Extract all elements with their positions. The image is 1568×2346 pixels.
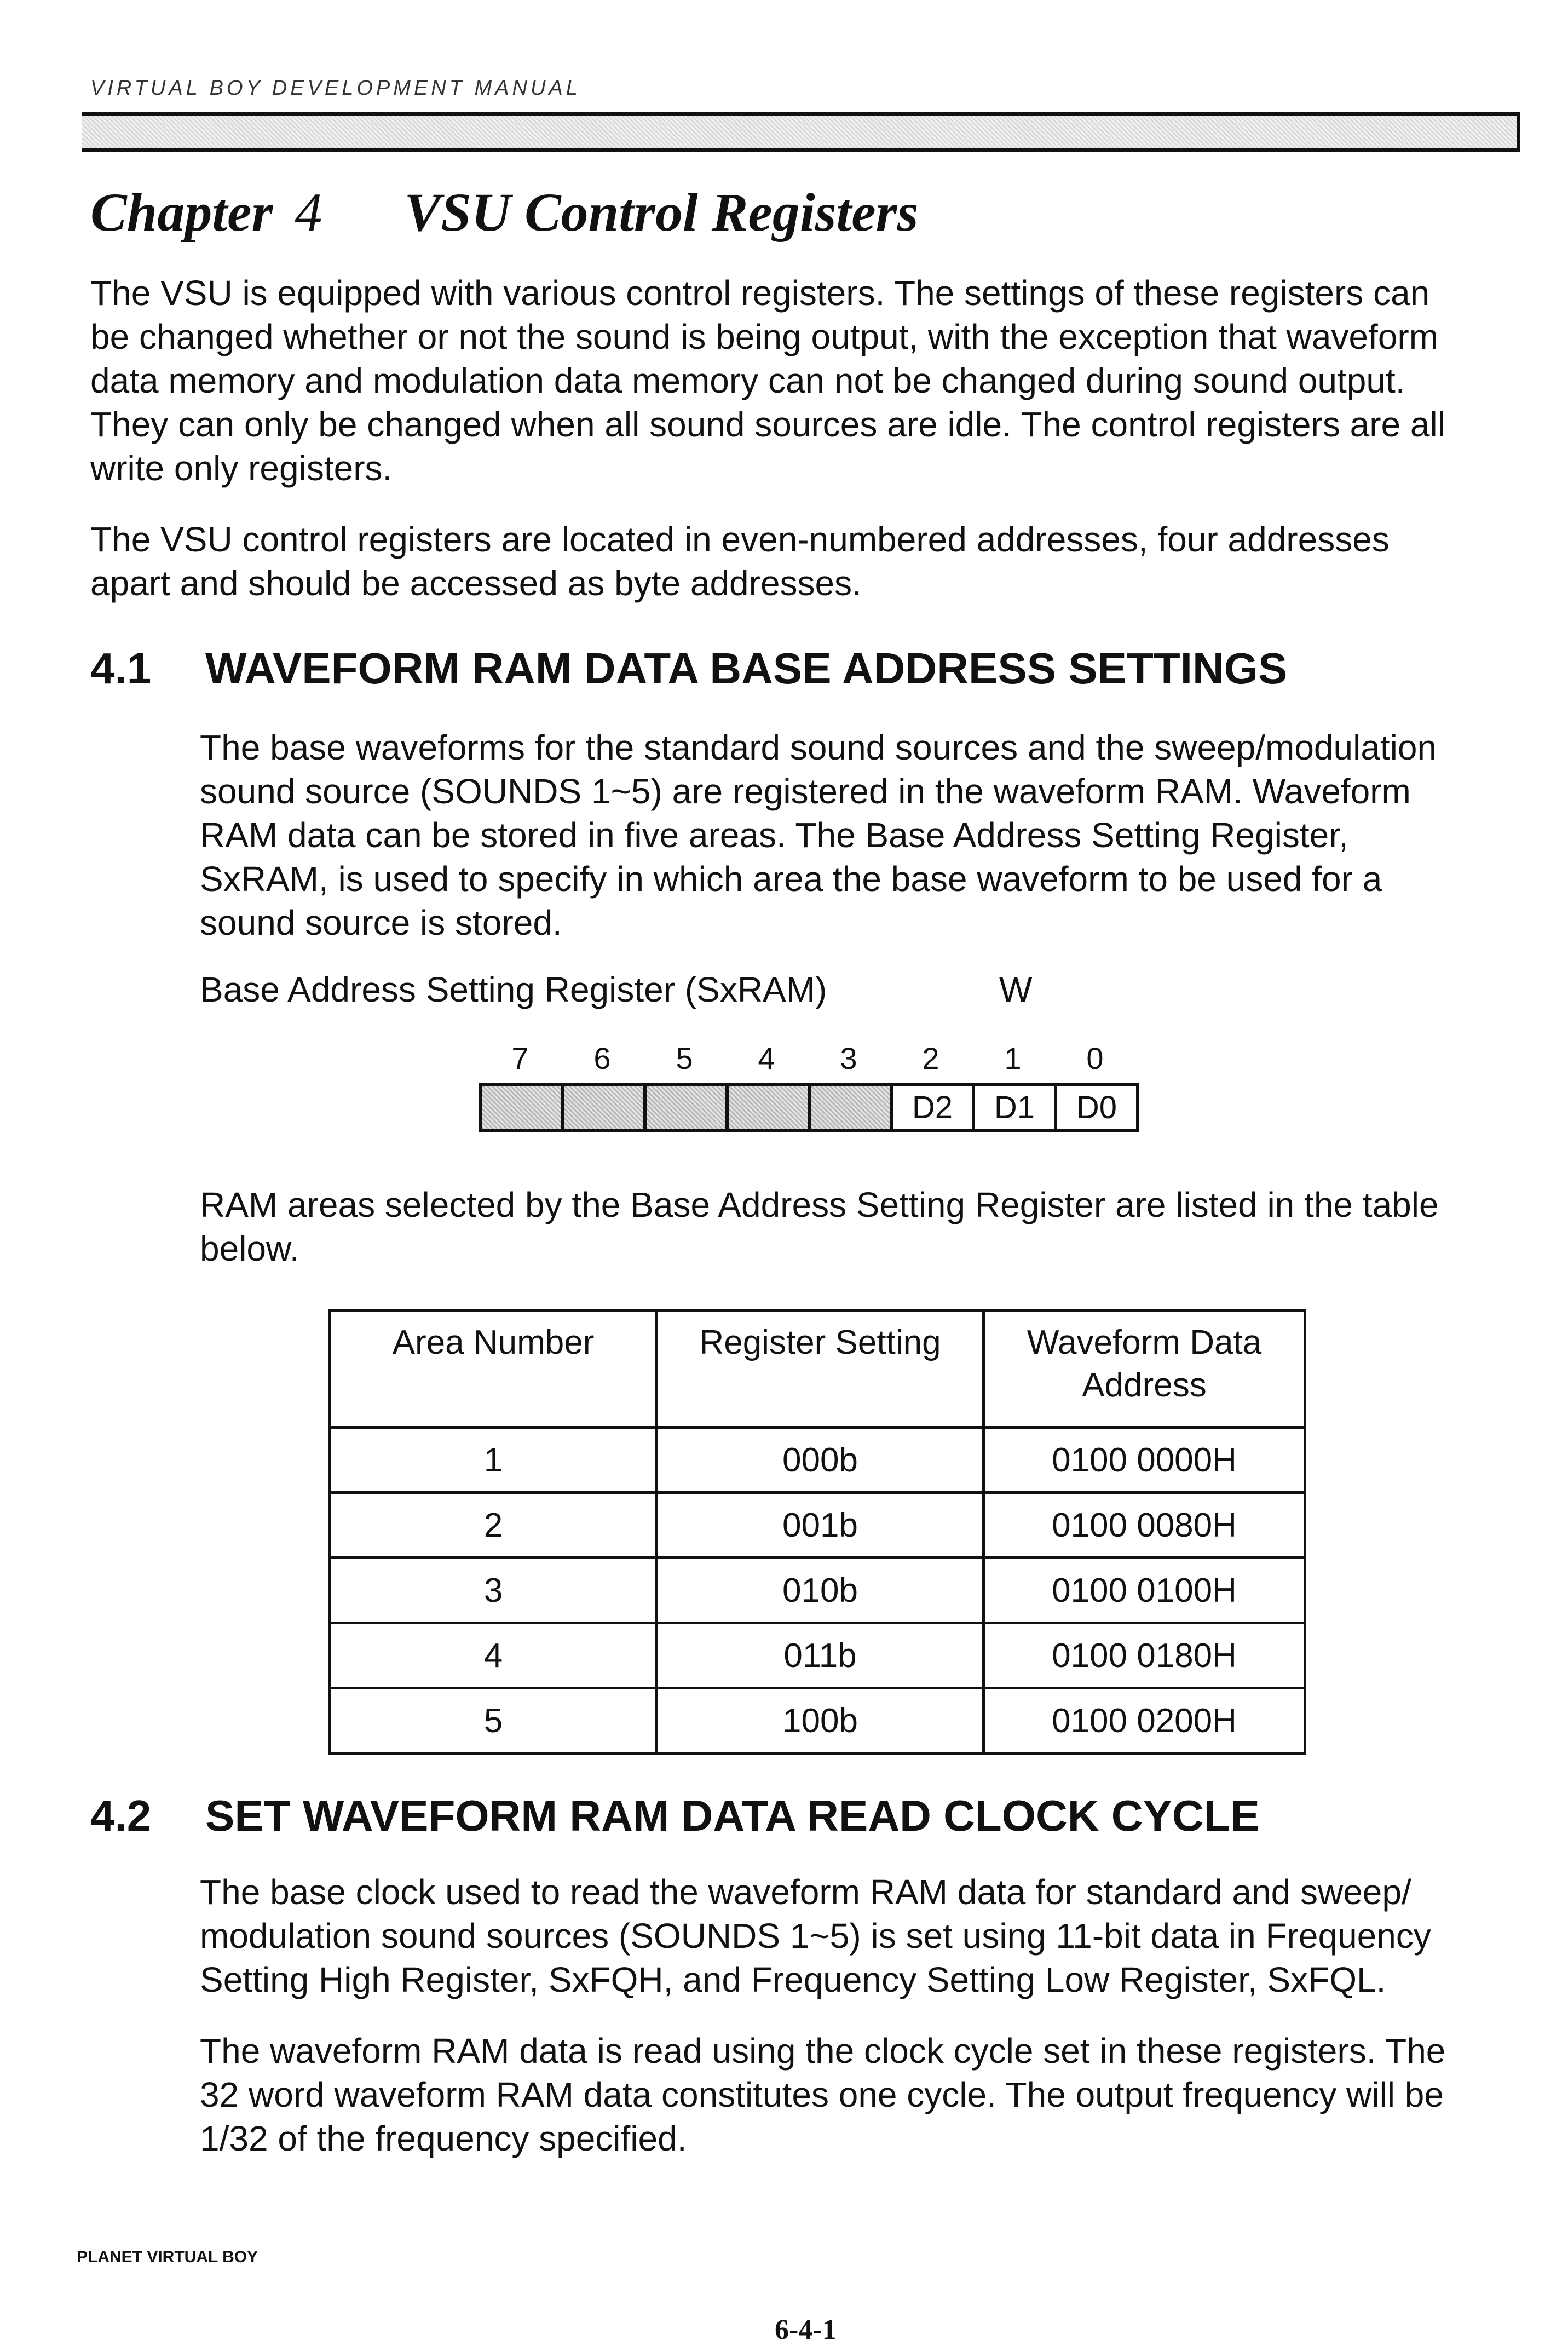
section-4-1-heading xyxy=(90,643,1287,694)
table-cell: 011b xyxy=(657,1623,984,1688)
table-cell: 000b xyxy=(657,1428,984,1493)
bit-cell-unused xyxy=(647,1086,729,1129)
table-cell: 5 xyxy=(330,1688,657,1753)
bit-cell-unused xyxy=(482,1086,564,1129)
text-line: The VSU is equipped with various control registers. The settings of these registers can xyxy=(90,273,1430,313)
bit-number: 0 xyxy=(1086,1041,1104,1076)
running-header: VIRTUAL BOY DEVELOPMENT MANUAL xyxy=(90,77,581,100)
text-line: The base clock used to read the waveform RAM data for standard and sweep/ xyxy=(200,1872,1411,1912)
text-line: sound source (SOUNDS 1~5) are registered in the waveform RAM. Waveform xyxy=(200,772,1411,811)
bit-cell-d1: D1 xyxy=(975,1086,1057,1129)
intro-paragraph-2 xyxy=(90,518,1514,605)
bit-number: 4 xyxy=(758,1041,775,1076)
text-line: The waveform RAM data is read using the clock cycle set in these registers. The xyxy=(200,2031,1446,2071)
bit-number: 5 xyxy=(676,1041,693,1076)
ram-area-table xyxy=(328,1309,1306,1755)
bit-cell-unused xyxy=(811,1086,893,1129)
bit-cells xyxy=(479,1083,1139,1132)
section-4-2-paragraph-2 xyxy=(200,2029,1514,2160)
text-line: RAM areas selected by the Base Address Setting Register are listed in the table xyxy=(200,1185,1439,1224)
section-number: 4.2 xyxy=(90,1791,152,1840)
chapter-number: 4 xyxy=(295,182,322,243)
section-4-2-heading xyxy=(90,1791,1260,1841)
section-title: SET WAVEFORM RAM DATA READ CLOCK CYCLE xyxy=(205,1791,1260,1840)
table-row xyxy=(330,1428,1305,1493)
bit-number: 6 xyxy=(593,1041,611,1076)
text-line: write only registers. xyxy=(90,449,393,488)
table-cell: 3 xyxy=(330,1558,657,1623)
header-rule xyxy=(82,112,1520,152)
table-header: Area Number xyxy=(330,1310,657,1428)
bit-cell-unused xyxy=(729,1086,811,1129)
register-access: W xyxy=(999,970,1033,1009)
table-cell: 010b xyxy=(657,1558,984,1623)
text-line: They can only be changed when all sound sources are idle. The control registers are all xyxy=(90,405,1445,444)
section-title: WAVEFORM RAM DATA BASE ADDRESS SETTINGS xyxy=(205,644,1288,693)
text-line: Setting High Register, SxFQH, and Frequency Setting Low Register, SxFQL. xyxy=(200,1960,1386,1999)
section-number: 4.1 xyxy=(90,644,152,693)
table-row xyxy=(330,1558,1305,1623)
table-cell: 0100 0080H xyxy=(984,1493,1305,1558)
bit-number: 7 xyxy=(511,1041,529,1076)
text-line: SxRAM, is used to specify in which area the base waveform to be used for a xyxy=(200,859,1382,899)
bit-cell-d2: D2 xyxy=(893,1086,975,1129)
text-line: apart and should be accessed as byte addresses. xyxy=(90,564,862,603)
table-cell: 4 xyxy=(330,1623,657,1688)
table-row xyxy=(330,1493,1305,1558)
text-line: 32 word waveform RAM data constitutes one cycle. The output frequency will be xyxy=(200,2075,1444,2114)
table-row xyxy=(330,1623,1305,1688)
table-cell: 0100 0100H xyxy=(984,1558,1305,1623)
text-line: below. xyxy=(200,1229,299,1268)
table-header-row xyxy=(330,1310,1305,1428)
footer-publisher: PLANET VIRTUAL BOY xyxy=(77,2248,258,2266)
table-cell: 2 xyxy=(330,1493,657,1558)
table-header: Waveform Data Address xyxy=(984,1310,1305,1428)
table-row xyxy=(330,1688,1305,1753)
text-line: RAM data can be stored in five areas. The Base Address Setting Register, xyxy=(200,815,1348,855)
table-cell: 001b xyxy=(657,1493,984,1558)
register-title: Base Address Setting Register (SxRAM) xyxy=(200,970,827,1009)
section-4-1-paragraph-1 xyxy=(200,726,1514,945)
table-cell: 100b xyxy=(657,1688,984,1753)
intro-paragraph-1 xyxy=(90,271,1514,490)
text-line: The base waveforms for the standard sound sources and the sweep/modulation xyxy=(200,728,1437,767)
bit-cell-d0: D0 xyxy=(1076,1089,1117,1125)
table-header: Register Setting xyxy=(657,1310,984,1428)
section-4-2-paragraph-1 xyxy=(200,1870,1514,2002)
bit-number: 3 xyxy=(840,1041,857,1076)
table-cell: 0100 0180H xyxy=(984,1623,1305,1688)
page-number: 6-4-1 xyxy=(775,2314,837,2345)
bit-number: 1 xyxy=(1004,1041,1022,1076)
bit-diagram xyxy=(479,1040,1139,1132)
table-cell: 0100 0200H xyxy=(984,1688,1305,1753)
chapter-heading xyxy=(90,181,919,244)
text-line: 1/32 of the frequency specified. xyxy=(200,2119,687,2158)
text-line: be changed whether or not the sound is being output, with the exception that waveform xyxy=(90,317,1439,357)
text-line: The VSU control registers are located in even-numbered addresses, four addresses xyxy=(90,520,1390,559)
section-4-1-paragraph-2 xyxy=(200,1183,1514,1270)
table-cell: 0100 0000H xyxy=(984,1428,1305,1493)
bit-numbers xyxy=(479,1040,1139,1076)
text-line: data memory and modulation data memory can not be changed during sound output. xyxy=(90,361,1405,400)
chapter-label: Chapter xyxy=(90,182,273,243)
text-line: modulation sound sources (SOUNDS 1~5) is set using 11-bit data in Frequency xyxy=(200,1916,1431,1956)
bit-number: 2 xyxy=(922,1041,939,1076)
bit-cell-unused xyxy=(564,1086,647,1129)
text-line: sound source is stored. xyxy=(200,903,562,942)
table-cell: 1 xyxy=(330,1428,657,1493)
chapter-title: VSU Control Registers xyxy=(404,182,919,243)
